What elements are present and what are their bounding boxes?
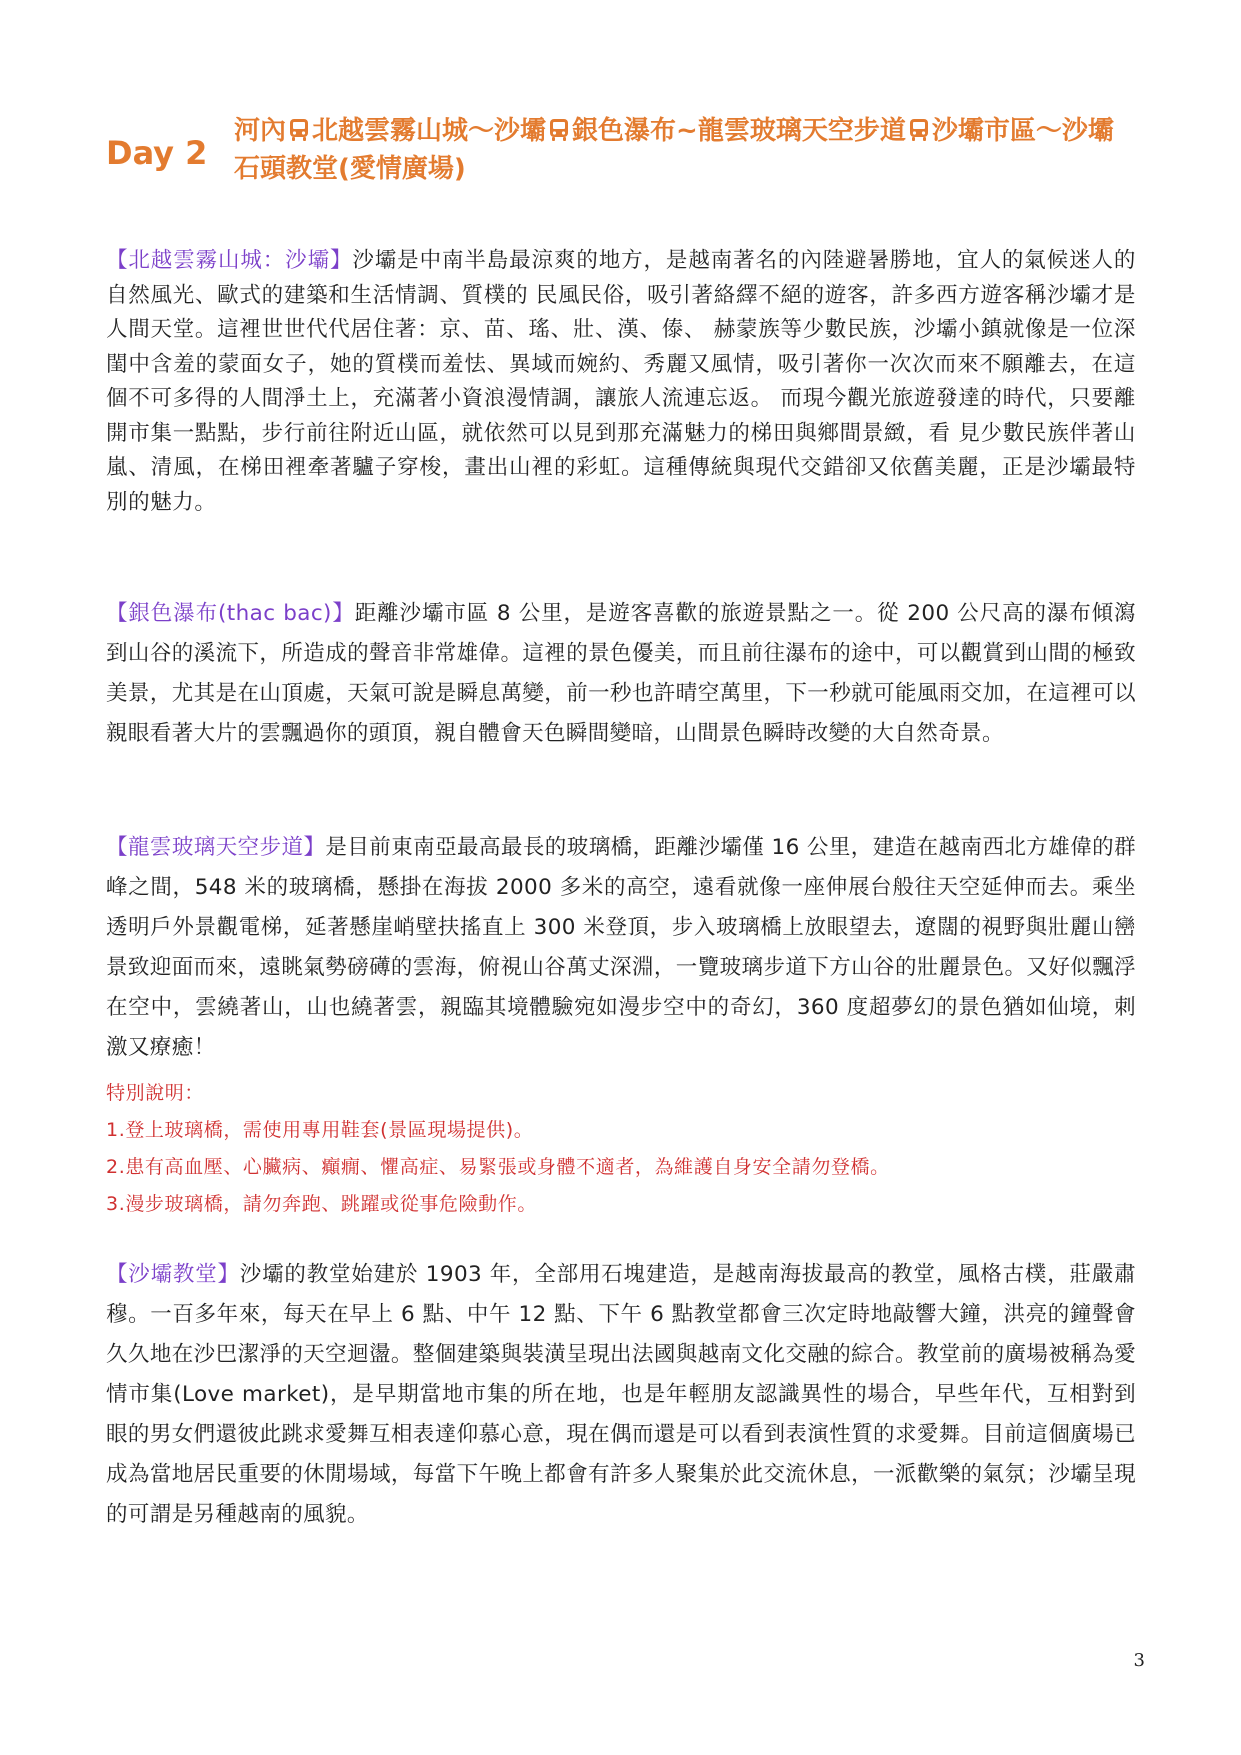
section-body: 沙壩是中南半島最涼爽的地方，是越南著名的內陸避暑勝地，宜人的氣候迷人的自然風光、歐式的建築和生活情調、質樸的 民風民俗，吸引著絡繹不絕的遊客，許多西方遊客稱沙壩才是人間天堂。這裡世世代代居住著：京、苗、瑤、壯、漢、傣、 赫蒙族等少數民族，沙壩小鎮就像是一位深閨中含羞的蒙面女子，她的質樸而羞怯、異域而婉約、秀麗又風情，吸引著你一次次而來不願離去，在這個不可多得的人間淨土上，充滿著小資浪漫情調，讓旅人流連忘返。 而現今觀光旅遊發達的時代，只要離開市集一點點，步行前往附近山區，就依然可以見到那充滿魅力的梯田與鄉間景緻，看 見少數民族伴著山嵐、清風，在梯田裡牽著驢子穿梭，畫出山裡的彩虹。這種傳統與現代交錯卻又依舊美麗，正是沙壩最特別的魅力。 [106,248,1136,515]
note-item: 3.漫步玻璃橋，請勿奔跑、跳躍或從事危險動作。 [106,1193,537,1215]
route-segment-1: 河內 [234,116,287,146]
note-item: 2.患有高血壓、心臟病、癲癇、懼高症、易緊張或身體不適者，為維護自身安全請勿登橋。 [106,1156,890,1178]
section-glass-skywalk [106,828,1136,1068]
bus-icon [908,118,930,142]
route-title [234,112,1134,188]
notes-title: 特別說明： [106,1082,205,1104]
day-label: Day 2 [106,134,208,172]
section-sapa-church [106,1255,1136,1535]
special-notes [106,1075,1136,1223]
section-body: 距離沙壩市區 8 公里，是遊客喜歡的旅遊景點之一。從 200 公尺高的瀑布傾瀉到山谷的溪流下，所造成的聲音非常雄偉。這裡的景色優美，而且前往瀑布的途中，可以觀賞到山間的極致美景，尤其是在山頂處，天氣可說是瞬息萬變，前一秒也許晴空萬里，下一秒就可能風雨交加，在這裡可以親眼看著大片的雲飄過你的頭頂，親自體會天色瞬間變暗，山間景色瞬時改變的大自然奇景。 [106,601,1136,746]
section-heading: 【北越雲霧山城：沙壩】 [106,248,353,273]
section-body: 沙壩的教堂始建於 1903 年，全部用石塊建造，是越南海拔最高的教堂，風格古樸，莊嚴肅穆。一百多年來，每天在早上 6 點、中午 12 點、下午 6 點教堂都會三次定時地敲響大鐘，洪亮的鐘聲會久久地在沙巴潔淨的天空迴盪。整個建築與裝潢呈現出法國與越南文化交融的綜合。教堂前的廣場被稱為愛情市集(Love market)，是早期當地市集的所在地，也是年輕朋友認識異性的場合，早些年代，互相對到眼的男女們還彼此跳求愛舞互相表達仰慕心意，現在偶而還是可以看到表演性質的求愛舞。目前這個廣場已成為當地居民重要的休閒場域，每當下午晚上都會有許多人聚集於此交流休息，一派歡樂的氣氛；沙壩呈現的可謂是另種越南的風貌。 [106,1262,1136,1527]
note-item: 1.登上玻璃橋，需使用專用鞋套(景區現場提供)。 [106,1119,534,1141]
route-segment-4: 沙壩市區～沙壩石頭教堂(愛情廣場) [234,116,1114,184]
bus-icon [288,118,310,142]
route-segment-3: 銀色瀑布~龍雲玻璃天空步道 [572,116,906,146]
section-body: 是目前東南亞最高最長的玻璃橋，距離沙壩僅 16 公里，建造在越南西北方雄偉的群峰之間，548 米的玻璃橋，懸掛在海拔 2000 多米的高空，遠看就像一座伸展台般往天空延伸而去。乘坐透明戶外景觀電梯，延著懸崖峭壁扶搖直上 300 米登頂，步入玻璃橋上放眼望去，遼闊的視野與壯麗山巒景致迎面而來，遠眺氣勢磅礡的雲海，俯視山谷萬丈深淵，一覽玻璃步道下方山谷的壯麗景色。又好似飄浮在空中，雲繞著山，山也繞著雲，親臨其境體驗宛如漫步空中的奇幻，360 度超夢幻的景色猶如仙境，刺激又療癒！ [106,835,1136,1060]
page-number: 3 [1133,1650,1145,1671]
bus-icon [548,118,570,142]
section-heading: 【龍雲玻璃天空步道】 [106,835,326,860]
section-heading: 【沙壩教堂】 [106,1262,240,1287]
section-sapa [106,244,1136,520]
route-segment-2: 北越雲霧山城～沙壩 [312,116,547,146]
section-silver-waterfall [106,594,1136,754]
section-heading: 【銀色瀑布(thac bac)】 [106,601,355,626]
